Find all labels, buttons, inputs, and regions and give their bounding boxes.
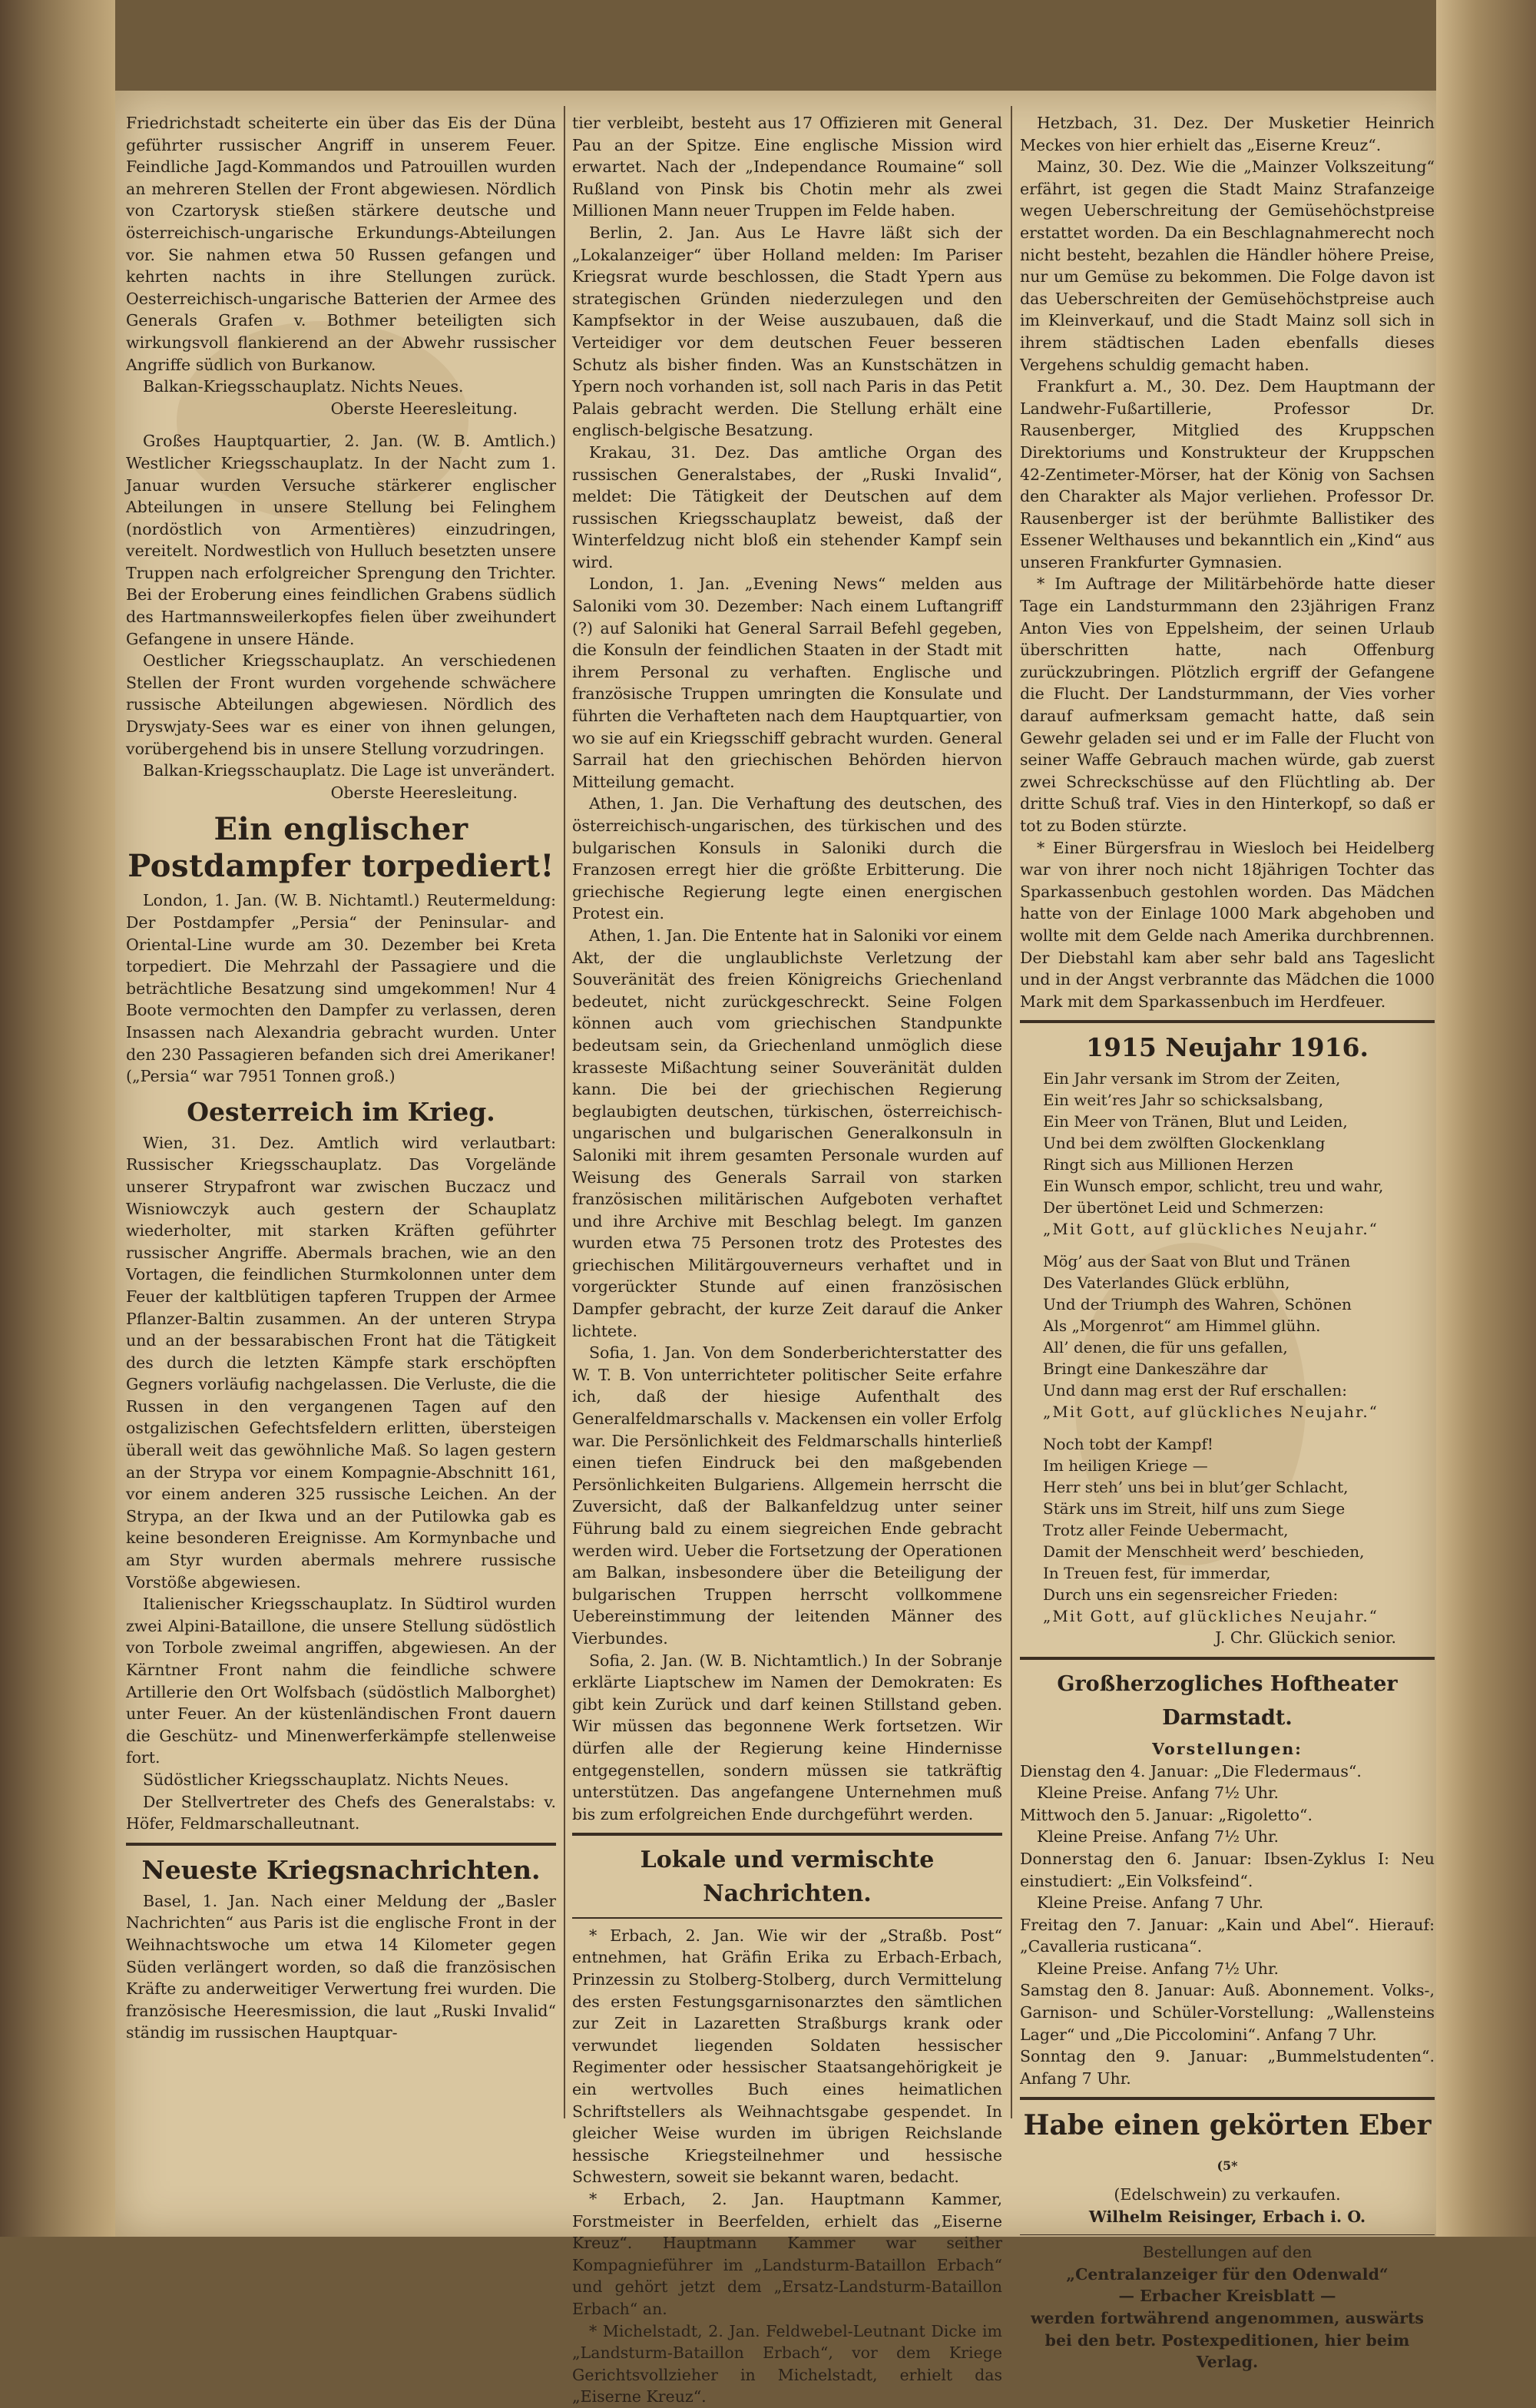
headline-theater: Großherzogliches Hoftheater Darmstadt. — [1057, 1671, 1398, 1730]
subscription-text: Bestellungen auf den — [1142, 2243, 1313, 2262]
article-text: * Erbach, 2. Jan. Wie wir der „Straßb. Post“ entnehmen, hat Gräfin Erika zu Erbach-Erbach, Prinzessin zu Stolberg-Stolberg, durch Vermittelung des ersten Festungsgarnisonarztes den sämtlichen zur Zeit in Lazaretten Straßburgs krank oder verwundet liegenden Soldaten hessischer Regimenter oder hessischer Staatsangehörigkeit je ein wertvolles Buch eines heimatlichen Schriftstellers als Weihnachtsgabe gespendet. In gleicher Weise wurden im übrigen Reichslande hessische Kriegsteilnehmer und hessische Schwestern, soweit sie bekannt waren, bedacht. — [572, 1926, 1002, 2187]
subscription-paper-name: „Centralanzeiger für den Odenwald“ — [1066, 2264, 1389, 2284]
poem-line: Bringt eine Dankeszähre dar — [1043, 1360, 1268, 1379]
poem-line: „Mit Gott, auf glückliches Neujahr.“ — [1043, 1403, 1379, 1422]
poem-line: Noch tobt der Kampf! — [1043, 1435, 1213, 1454]
headline-persia — [126, 811, 556, 885]
article-text: Oestlicher Kriegsschauplatz. An verschiedenen Stellen der Front wurden vorgehende schwächere russische Abteilungen abgewiesen. Nördlich des Dryswjaty-Sees war es einer von ihnen gelungen, vorübergehend bis in unsere Stellung vorzudringen. — [126, 651, 556, 758]
poem-line: Und bei dem zwölften Glockenklang — [1043, 1134, 1326, 1153]
theater-schedule — [1020, 1760, 1435, 2090]
headline-lokal: Lokale und vermischte Nachrichten. — [640, 1847, 935, 1908]
article-text: Sofia, 2. Jan. (W. B. Nichtamtlich.) In der Sobranje erklärte Liaptschew im Namen der Demokraten: Es gibt kein Zurück und darf keinen Stillstand geben. Wir müssen das begonnene Werk fortsetzen. Wir dürfen alle der Regierung keine Hindernisse entgegenstellen, sondern müssen sie tatkräftig unterstützen. Das angefangene Unternehmen muß bis zum erfolgreichen Ende durchgeführt werden. — [572, 1651, 1002, 1823]
article-text: Wien, 31. Dez. Amtlich wird verlautbart: Russischer Kriegsschauplatz. Das Vorgelände unserer Strypafront war zwischen Buczacz und Wisniowczyk auch gestern der Schauplatz wiederholter, mit starken Kräften geführter russischer Angriffe. Abermals brachen, wie an den Vortagen, die feindlichen Sturmkolonnen unter dem Feuer der kaltblütigen tapferen Truppen der Armee Pflanzer-Baltin zusammen. An der unteren Strypa und an der bessarabischen Front hat die Tätigkeit des durch die letzten Kämpfe stark erschöpften Gegners vorläufig nachgelassen. Die Verluste, die die Russen in den vergangenen Tagen auf den ostgalizischen Gefechtsfeldern erlitten, übersteigen überall weit das gewöhnliche Maß. So lagen gestern an der Strypa vor einem Kompagnie-Abschnitt 161, vor einem anderen 325 russische Leichen. An der Strypa, an der Ikwa und an der Putilowka gab es keine besonderen Ereignisse. Am Kormynbache und am Styr wurden abermals mehrere russische Vorstöße abgewiesen. — [126, 1133, 556, 1592]
schedule-line: Donnerstag den 6. Januar: Ibsen-Zyklus I: Neu einstudiert: „Ein Volksfeind“. — [1020, 1849, 1435, 1890]
ad-headline: Habe einen gekörten Eber — [1023, 2109, 1432, 2142]
article-text: Mainz, 30. Dez. Wie die „Mainzer Volkszeitung“ erfährt, ist gegen die Stadt Mainz Strafanzeige wegen Ueberschreitung der Gemüsehöchstpreise erstattet worden. Da ein Beschlagnahmerecht noch nicht besteht, bezahlen die Händler höhere Preise, nur um Gemüse zu bekommen. Die Folge davon ist das Ueberschreiten der Gemüsehöchstpreise auch im Kleinverkauf, und die Stadt Mainz soll sich in ihrem städtischen Laden ebenfalls dieses Vergehens schuldig gemacht haben. — [1020, 157, 1435, 374]
article-text: Athen, 1. Jan. Die Verhaftung des deutschen, des österreichisch-ungarischen, des türkischen und des bulgarischen Konsuls in Saloniki durch die Franzosen erregt hier die größte Erbitterung. Die griechische Regierung legte einen energischen Protest ein. — [572, 794, 1002, 923]
article-text: London, 1. Jan. „Evening News“ melden aus Saloniki vom 30. Dezember: Nach einem Luftangriff (?) auf Saloniki hat General Sarrail Befehl gegeben, die Konsuln der feindlichen Staaten in der Stadt mit ihrem Personal zu verhaften. Englische und französische Truppen umringten die Konsulate und führten die Verhafteten nach dem Hauptquartier, von wo sie auf ein Kriegsschiff gebracht wurden. General Sarrail hat den griechischen Behörden hiervon Mitteilung gemacht. — [572, 575, 1002, 791]
column-1 — [126, 112, 556, 2044]
article-text: London, 1. Jan. (W. B. Nichtamtl.) Reutermeldung: Der Postdampfer „Persia“ der Peninsular- and Oriental-Line wurde am 30. Dezember bei Kreta torpediert. Die Mehrzahl der Passagiere und die beträchtliche Besatzung sind umgekommen! Nur 4 Boote vermochten den Dampfer zu verlassen, deren Insassen nach Alexandria gebracht wurden. Unter den 230 Passagieren befanden sich drei Amerikaner! („Persia“ war 7951 Tonnen groß.) — [126, 891, 556, 1086]
article-text: Italienischer Kriegsschauplatz. In Südtirol wurden zwei Alpini-Bataillone, die unsere Stellung südöstlich von Torbole zweimal angriffen, abgewiesen. An der Kärntner Front nahm die feindliche schwere Artillerie den Ort Wolfsbach (südöstlich Malborghet) unter Feuer. An der küstenländischen Front dauern die Geschütz- und Minenwerferkämpfe stellenweise fort. — [126, 1595, 556, 1767]
poem-line: Ein Jahr versank im Strom der Zeiten, — [1043, 1069, 1341, 1088]
poem-line: Mög’ aus der Saat von Blut und Tränen — [1043, 1252, 1351, 1271]
poem-line: Ein weit’res Jahr so schicksalsbang, — [1043, 1091, 1324, 1110]
section-rule — [572, 1833, 1002, 1836]
subscription-paper-subtitle: — Erbacher Kreisblatt — — [1118, 2287, 1336, 2306]
headline-neueste: Neueste Kriegsnachrichten. — [141, 1854, 541, 1885]
theater-subheading: Vorstellungen: — [1152, 1739, 1303, 1758]
article-text: Friedrichstadt scheiterte ein über das Eis der Düna geführter russischer Angriff in unserem Feuer. Feindliche Jagd-Kommandos und Patrouillen wurden an mehreren Stellen der Front abgewiesen. Nördlich von Czartorysk stießen stärkere deutsche und österreichisch-ungarische Erkundungs-Abteilungen vor. Sie nahmen etwa 50 Russen gefangen und kehrten nachts in ihre Stellungen zurück. Oesterreichisch-ungarische Batterien der Armee des Generals Grafen v. Bothmer beteiligten sich wirkungsvoll flankierend an der Abwehr russischer Angriffe südlich von Burkanow. — [126, 114, 556, 374]
book-page-stack-left — [0, 0, 115, 2237]
article-text: Berlin, 2. Jan. Aus Le Havre läßt sich der „Lokalanzeiger“ über Holland melden: Im Pariser Kriegsrat wurde beschlossen, die Stadt Ypern aus strategischen Gründen niederzulegen und den Kampfsektor in der Weise auszubauen, daß die Verteidiger vor dem deutschen Feuer besseren Schutz als bisher finden. Was an Kunstschätzen in Ypern noch vorhanden ist, soll nach Paris in das Petit Palais gebracht werden. Die Stellung erhält eine englisch-belgische Besatzung. — [572, 223, 1002, 440]
schedule-line: Samstag den 8. Januar: Auß. Abonnement. Volks-, Garnison- und Schüler-Vorstellung: „Wallensteins Lager“ und „Die Piccolomini“. Anfang 7 Uhr. — [1020, 1981, 1435, 2044]
schedule-line: Mittwoch den 5. Januar: „Rigoletto“. — [1020, 1805, 1313, 1824]
poem-line: Durch uns ein segensreicher Frieden: — [1043, 1585, 1339, 1605]
poem — [1020, 1068, 1435, 1649]
column-rule — [1011, 106, 1012, 2118]
newspaper-page — [115, 91, 1436, 2406]
ad-text: (Edelschwein) zu verkaufen. — [1114, 2185, 1341, 2204]
poem-line: Ein Meer von Tränen, Blut und Leiden, — [1043, 1112, 1348, 1131]
section-rule — [1020, 1020, 1435, 1023]
poem-line: „Mit Gott, auf glückliches Neujahr.“ — [1043, 1607, 1379, 1626]
poem-line: Und dann mag erst der Ruf erschallen: — [1043, 1381, 1348, 1400]
signature: Oberste Heeresleitung. — [330, 399, 518, 418]
article-text: Basel, 1. Jan. Nach einer Meldung der „Basler Nachrichten“ aus Paris ist die englische Front in der Weihnachtswoche um etwa 14 Kilometer gegen Süden verlängert worden, so daß die französischen Kräfte zu anderweitiger Verwertung frei wurden. Die französische Heeresmission, die laut „Ruski Invalid“ ständig im russischen Hauptquar- — [126, 1891, 556, 2042]
schedule-line: Dienstag den 4. Januar: „Die Fledermaus“. — [1020, 1761, 1362, 1780]
section-rule — [1020, 2234, 1435, 2236]
poem-line: Herr steh’ uns bei in blut’ger Schlacht, — [1043, 1478, 1349, 1497]
article-text: tier verbleibt, besteht aus 17 Offizieren mit General Pau an der Spitze. Eine englische Mission wird erwartet. Nach der „Independance Roumaine“ soll Rußland von Pinsk bis Chotin mehr als zwei Millionen Mann neuer Truppen im Felde haben. — [572, 114, 1002, 220]
article-text: Krakau, 31. Dez. Das amtliche Organ des russischen Generalstabes, der „Ruski Invalid“, meldet: Die Tätigkeit der Deutschen auf dem russischen Kriegsschauplatz beweist, daß der Winterfeldzug nicht bloß ein stehender Kampf sein wird. — [572, 442, 1002, 571]
article-text: * Michelstadt, 2. Jan. Feldwebel-Leutnant Dicke im „Landsturm-Bataillon Erbach“, vor dem Kriege Gerichtsvollzieher in Michelstadt, erhielt das „Eiserne Kreuz“. — [572, 2321, 1002, 2406]
poem-line: All’ denen, die für uns gefallen, — [1043, 1338, 1288, 1357]
headline-oesterreich: Oesterreich im Krieg. — [187, 1096, 495, 1127]
ad-advertiser: Wilhelm Reisinger, Erbach i. O. — [1088, 2208, 1366, 2227]
schedule-line: Kleine Preise. Anfang 7½ Uhr. — [1037, 1827, 1279, 1847]
poem-line: Stärk uns im Streit, hilf uns zum Siege — [1043, 1499, 1346, 1519]
article-text: Südöstlicher Kriegsschauplatz. Nichts Neues. — [143, 1770, 509, 1789]
article-text: Großes Hauptquartier, 2. Jan. (W. B. Amtlich.) Westlicher Kriegsschauplatz. In der Nacht zum 1. Januar wurden Versuche stärkerer englischer Abteilungen in unsere Stellung bei Felinghem (nordöstlich von Armentières) einzudringen, vereitelt. Nordwestlich von Hulluch besetzten unsere Truppen nach erfolgreicher Sprengung den Trichter. Bei der Eroberung eines feindlichen Grabens südlich des Hartmannsweilerkopfes fielen über zweihundert Gefangene in unsere Hände. — [126, 432, 556, 648]
book-page-stack-right — [1436, 0, 1536, 2237]
poem-line: „Mit Gott, auf glückliches Neujahr.“ — [1043, 1220, 1379, 1239]
poem-line: Im heiligen Kriege — — [1043, 1456, 1208, 1476]
article-text: Sofia, 1. Jan. Von dem Sonderberichterstatter des W. T. B. Von unterrichteter politischer Seite erfahre ich, daß der hiesige Aufenthalt des Generalfeldmarschalls v. Mackensen ein voller Erfolg war. Die Persönlichkeit des Feldmarschalls hinterließ einen tiefen Eindruck bei den maßgebenden Persönlichkeiten Bulgariens. Allgemein herrscht die Zuversicht, daß der Balkanfeldzug unter seiner Führung bald zu einem siegreichen Ende gebracht werden wird. Ueber die Fortsetzung der Operationen am Balkan, insbesondere über die Beteiligung der bulgarischen Truppen herrscht vollkommene Uebereinstimmung der leitenden Männer des Vierbundes. — [572, 1343, 1002, 1648]
section-rule — [1020, 2097, 1435, 2100]
poem-line: Ringt sich aus Millionen Herzen — [1043, 1155, 1294, 1174]
headline-neujahr: 1915 Neujahr 1916. — [1085, 1032, 1369, 1063]
poem-line: Damit der Menschheit werd’ beschieden, — [1043, 1542, 1365, 1562]
headline-line: Postdampfer torpediert! — [127, 848, 554, 885]
poem-line: Und der Triumph des Wahren, Schönen — [1043, 1295, 1352, 1314]
article-text: Frankfurt a. M., 30. Dez. Dem Hauptmann der Landwehr-Fußartillerie, Professor Dr. Rausenberger, Mitglied des Kruppschen Direktoriums und Konstrukteur der Kruppschen 42-Zentimeter-Mörser, hat der König von Sachsen den Charakter als Major verliehen. Professor Dr. Rausenberger ist der berühmte Ballistiker des Essener Welthauses und bekanntlich ein „Kind“ aus unseren Frankfurter Gymnasien. — [1020, 377, 1435, 571]
poem-line: Des Vaterlandes Glück erblühn, — [1043, 1274, 1290, 1293]
headline-line: Ein englischer — [214, 811, 468, 848]
article-text: Der Stellvertreter des Chefs des Generalstabs: v. Höfer, Feldmarschalleutnant. — [126, 1792, 556, 1833]
ad-code: (5* — [1217, 2158, 1238, 2174]
column-rule — [564, 106, 565, 2118]
schedule-line: Kleine Preise. Anfang 7½ Uhr. — [1037, 1784, 1279, 1803]
poem-line: Trotz aller Feinde Uebermacht, — [1043, 1521, 1289, 1540]
schedule-line: Freitag den 7. Januar: „Kain und Abel“. Hierauf: „Cavalleria rusticana“. — [1020, 1915, 1435, 1956]
poem-line: Als „Morgenrot“ am Himmel glühn. — [1043, 1317, 1321, 1336]
section-rule — [572, 1917, 1002, 1919]
subscription-text: werden fortwährend angenommen, auswärts bei den betr. Postexpeditionen, hier beim Verlag. — [1031, 2308, 1424, 2372]
poem-author: J. Chr. Glückich senior. — [1215, 1628, 1396, 1648]
article-text: Balkan-Kriegsschauplatz. Die Lage ist unverändert. — [143, 761, 555, 780]
article-text: * Erbach, 2. Jan. Hauptmann Kammer, Forstmeister in Beerfelden, erhielt das „Eiserne Kreuz“. Hauptmann Kammer war seither Kompagnieführer im „Landsturm-Bataillon Erbach“ und gehört jetzt dem „Ersatz-Landsturm-Bataillon Erbach“ an. — [572, 2189, 1002, 2318]
poem-line: Der übertönet Leid und Schmerzen: — [1043, 1198, 1324, 1217]
poem-line: In Treuen fest, für immerdar, — [1043, 1564, 1271, 1583]
schedule-line: Kleine Preise. Anfang 7 Uhr. — [1037, 1893, 1264, 1913]
column-3 — [1020, 112, 1435, 2373]
poem-line: Ein Wunsch empor, schlicht, treu und wahr, — [1043, 1177, 1384, 1196]
article-text: Hetzbach, 31. Dez. Der Musketier Heinrich Meckes von hier erhielt das „Eiserne Kreuz“. — [1020, 114, 1435, 154]
advertisement-eber — [1020, 2108, 1435, 2184]
schedule-line: Sonntag den 9. Januar: „Bummelstudenten“. Anfang 7 Uhr. — [1020, 2047, 1435, 2088]
section-rule — [126, 1843, 556, 1846]
article-text: * Einer Bürgersfrau in Wiesloch bei Heidelberg war von ihrer noch nicht 18jährigen Tochter das Sparkassenbuch gestohlen worden. Das Mädchen hatte von der Einlage 1000 Mark abgehoben und wollte mit dem Gelde nach Amerika durchbrennen. Der Diebstahl kam aber sehr bald ans Tageslicht und in der Angst verbrannte das Mädchen die 1000 Mark mit dem Sparkassenbuch im Herdfeuer. — [1020, 838, 1435, 1011]
schedule-line: Kleine Preise. Anfang 7½ Uhr. — [1037, 1959, 1279, 1978]
article-text: * Im Auftrage der Militärbehörde hatte dieser Tage ein Landsturmmann den 23jährigen Franz Anton Vies von Eppelsheim, der seinen Urlaub überschritten hatte, nach Offenburg zurückzubringen. Plötzlich ergriff der Gefangene die Flucht. Der Landsturmmann, der Vies vorher darauf aufmerksam gemacht hatte, daß sein Gewehr geladen sei und er im Falle der Flucht von seiner Waffe Gebrauch machen würde, gab zuerst zwei Schreckschüsse auf den Flüchtling ab. Der dritte Schuß traf. Vies in den Hinterkopf, so daß er tot zu Boden stürzte. — [1020, 575, 1435, 835]
article-text: Balkan-Kriegsschauplatz. Nichts Neues. — [143, 377, 464, 396]
column-2 — [572, 112, 1002, 2408]
section-rule — [1020, 1657, 1435, 1660]
signature: Oberste Heeresleitung. — [330, 783, 518, 802]
article-text: Athen, 1. Jan. Die Entente hat in Saloniki vor einem Akt, der die unglaublichste Verletzung der Souveränität des freien Königreichs Griechenland bedeutet, nicht zurückgeschreckt. Seine Folgen können auch vom griechischen Standpunkte bedeutsam sein, da Griechenland unmöglich diese krasseste Mißachtung seiner Souveränität dulden kann. Die bei der griechischen Regierung beglaubigten deutschen, türkischen, österreichisch-ungarischen und bulgarischen Generalkonsuln in Saloniki mit ihrem gesamten Personale wurden auf Weisung des Generals Sarrail von starken französischen militärischen Aufgeboten verhaftet und ihre Archive mit Beschlag belegt. Im ganzen wurden etwa 75 Personen trotz des Protestes des griechischen Militärgouverneurs verhaftet und in vorgerückter Stunde auf einen französischen Dampfer gebracht, der kurze Zeit darauf die Anker lichtete. — [572, 926, 1002, 1340]
